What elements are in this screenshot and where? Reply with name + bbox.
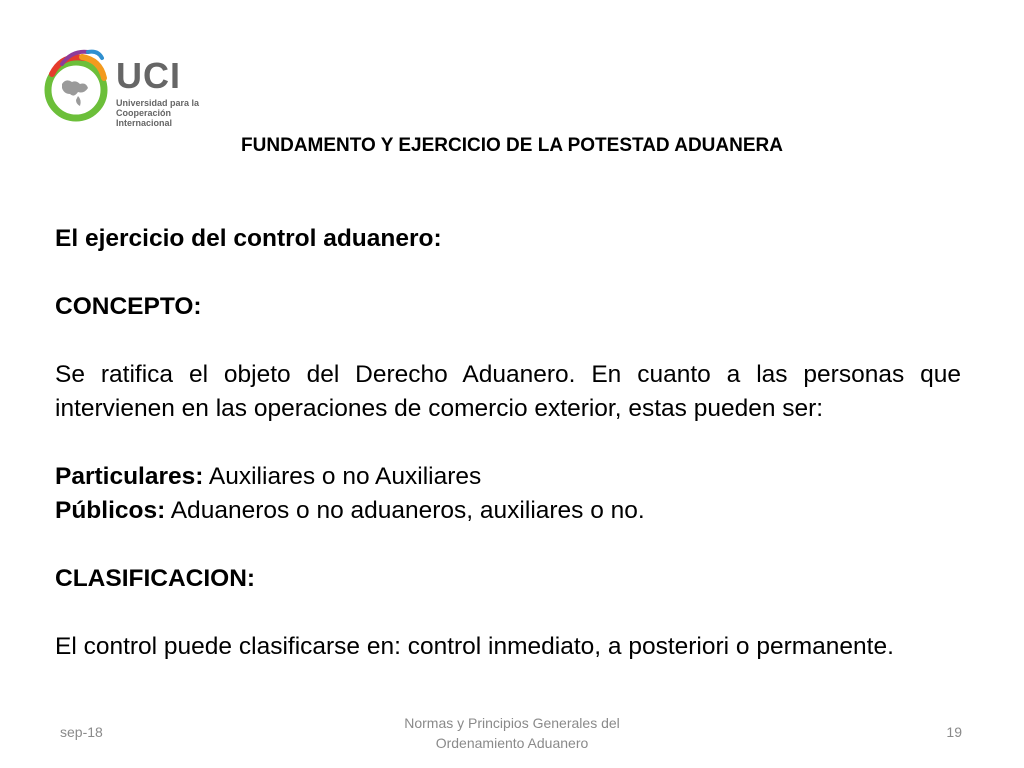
slide-content [55,222,961,664]
particulares-line [55,460,961,494]
logo-name: UCI [116,55,181,96]
concept-label: CONCEPTO: [55,293,202,320]
footer-title [0,713,1024,753]
section-heading: El ejercicio del control aduanero: [55,225,442,252]
publicos-line [55,494,961,528]
logo-subtitle-line1: Universidad para la [116,98,200,108]
slide-title: FUNDAMENTO Y EJERCICIO DE LA POTESTAD ADUANERA [241,135,783,156]
concept-text: Se ratifica el objeto del Derecho Aduanero. En cuanto a las personas que intervienen en las operaciones de comercio exterior, estas pueden ser: [55,361,961,422]
footer-title-line1: Normas y Principios Generales del [404,715,620,731]
page-number: 19 [946,724,962,740]
publicos-text: Aduaneros o no aduaneros, auxiliares o no. [165,497,645,524]
uci-globe-icon [42,44,114,128]
publicos-label: Públicos: [55,497,166,524]
logo-subtitle-line2: Cooperación Internacional [116,108,173,128]
clasificacion-text: El control puede clasificarse en: control inmediato, a posteriori o permanente. [55,633,894,660]
particulares-text: Auxiliares o no Auxiliares [203,463,482,490]
footer-date: sep-18 [60,724,103,740]
clasificacion-label: CLASIFICACION: [55,565,256,592]
particulares-label: Particulares: [55,463,204,490]
uci-logo [42,44,222,128]
footer-title-line2: Ordenamiento Aduanero [435,735,589,751]
